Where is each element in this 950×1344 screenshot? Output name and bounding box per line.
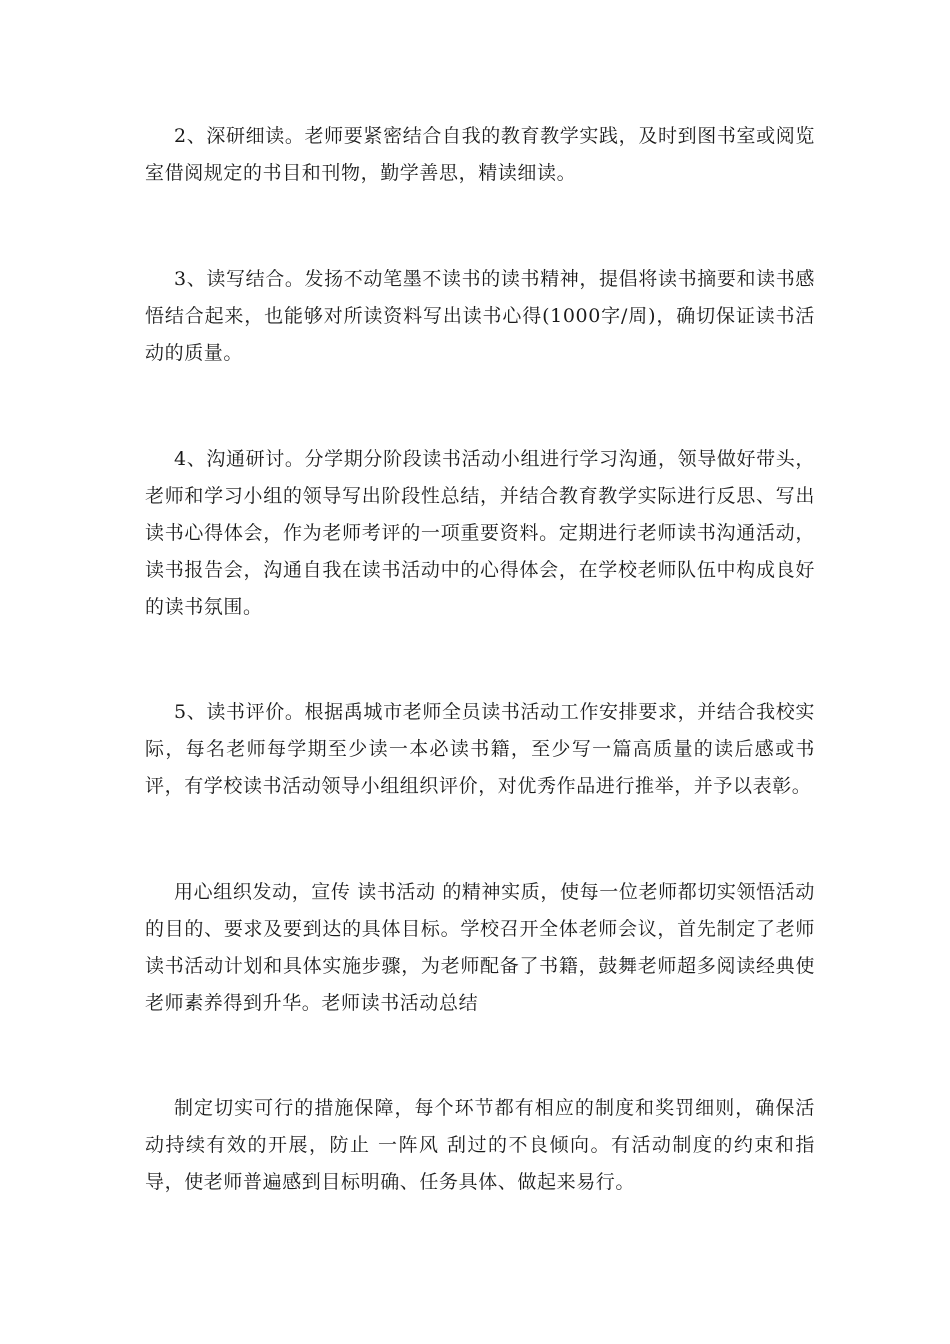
paragraph-reading-writing: 3、读写结合。发扬不动笔墨不读书的读书精神，提倡将读书摘要和读书感悟结合起来，也能够对所读资料写出读书心得(1000字/周)，确切保证读书活动的质量。 (145, 268, 815, 364)
paragraph-measures: 制定切实可行的措施保障，每个环节都有相应的制度和奖罚细则，确保活动持续有效的开展，防止 一阵风 刮过的不良倾向。有活动制度的约束和指导，使老师普遍感到目标明确、任务具体、做起来易行。 (145, 1097, 815, 1193)
paragraph-communication: 4、沟通研讨。分学期分阶段读书活动小组进行学习沟通，领导做好带头，老师和学习小组的领导写出阶段性总结，并结合教育教学实际进行反思、写出读书心得体会，作为老师考评的一项重要资料。定期进行老师读书沟通活动，读书报告会，沟通自我在读书活动中的心得体会，在学校老师队伍中构成良好的读书氛围。 (145, 448, 815, 618)
paragraph-evaluation: 5、读书评价。根据禹城市老师全员读书活动工作安排要求，并结合我校实际，每名老师每学期至少读一本必读书籍，至少写一篇高质量的读后感或书评，有学校读书活动领导小组组织评价，对优秀作品进行推举，并予以表彰。 (145, 701, 815, 797)
paragraph-organization: 用心组织发动，宣传 读书活动 的精神实质，使每一位老师都切实领悟活动的目的、要求及要到达的具体目标。学校召开全体老师会议，首先制定了老师读书活动计划和具体实施步骤，为老师配备了书籍，鼓舞老师超多阅读经典使老师素养得到升华。老师读书活动总结 (145, 881, 815, 1014)
paragraph-deep-reading: 2、深研细读。老师要紧密结合自我的教育教学实践，及时到图书室或阅览室借阅规定的书目和刊物，勤学善思，精读细读。 (145, 125, 815, 184)
